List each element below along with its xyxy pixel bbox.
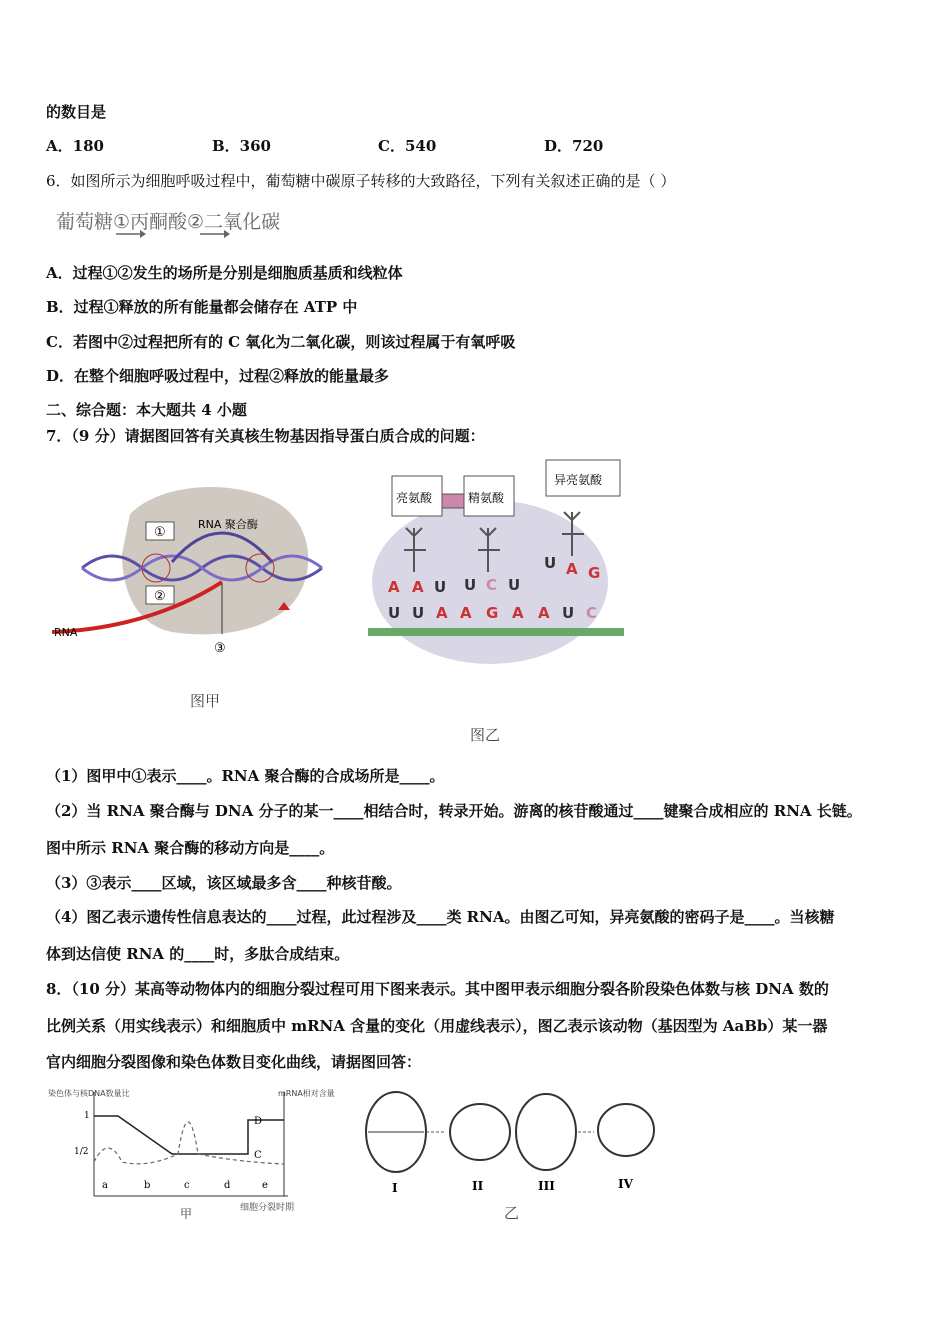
anticodon-3-c: G <box>588 564 601 582</box>
question-7-1: （1）图甲中①表示____。RNA 聚合酶的合成场所是____。 <box>46 767 445 785</box>
cell-label-3: III <box>538 1179 555 1193</box>
question-6: 6．如图所示为细胞呼吸过程中，葡萄糖中碳原子转移的大致路径，下列有关叙述正确的是（ ） <box>46 172 676 190</box>
phase-e: e <box>262 1180 268 1191</box>
cell-label-4: IV <box>618 1177 633 1191</box>
amino-acid-3: 异亮氨酸 <box>554 473 603 487</box>
marker-3: ③ <box>214 641 226 656</box>
codon-2: U <box>412 604 425 622</box>
pathway-figure <box>52 204 332 240</box>
codon-7: A <box>538 604 550 622</box>
codon-3: A <box>436 604 448 622</box>
point-d: D <box>254 1116 263 1127</box>
translation-figure <box>368 458 628 668</box>
anticodon-2-c: U <box>508 576 521 594</box>
x-axis-label: 细胞分裂时期 <box>240 1203 295 1213</box>
codon-5: G <box>486 604 499 622</box>
figure-a-caption: 图甲 <box>190 692 221 710</box>
options-q5 <box>46 136 603 156</box>
option-6d: D．在整个细胞呼吸过程中，过程②释放的能量最多 <box>46 367 390 385</box>
option-a: A．180 <box>46 137 104 155</box>
option-6b: B．过程①释放的所有能量都会储存在 ATP 中 <box>46 298 358 316</box>
question-7-4a: （4）图乙表示遗传性信息表达的____过程，此过程涉及____类 RNA。由图乙可知，异亮氨酸的密码子是____。当核糖 <box>46 908 835 926</box>
question-8c: 官内细胞分裂图像和染色体数目变化曲线，请据图回答： <box>46 1053 422 1071</box>
codon-9: C <box>586 604 598 622</box>
option-6c: C．若图中②过程把所有的 C 氧化为二氧化碳，则该过程属于有氧呼吸 <box>46 333 516 351</box>
y-tick-1: 1 <box>84 1111 90 1121</box>
cell-label-2: II <box>472 1179 484 1193</box>
question-8b: 比例关系（用实线表示）和细胞质中 mRNA 含量的变化（用虚线表示），图乙表示该动物（基因型为 AaBb）某一器 <box>46 1017 828 1035</box>
y-tick-half: 1/2 <box>74 1147 89 1157</box>
question-7: 7．（9 分）请据图回答有关真核生物基因指导蛋白质合成的问题： <box>46 427 485 445</box>
anticodon-2-a: U <box>464 576 477 594</box>
text-line: 的数目是 <box>46 103 107 121</box>
rna-label: RNA <box>54 626 78 639</box>
codon-4: A <box>460 604 472 622</box>
codon-6: A <box>512 604 524 622</box>
chart-caption: 甲 <box>180 1207 193 1221</box>
figure-caption: 乙 <box>504 1204 520 1222</box>
cell-label-1: I <box>392 1181 398 1195</box>
ratio-chart <box>48 1084 335 1224</box>
section-heading: 二、综合题：本大题共 4 小题 <box>46 401 247 419</box>
option-6a: A．过程①②发生的场所是分别是细胞质基质和线粒体 <box>46 264 403 282</box>
pathway-text: 葡萄糖①丙酮酸②二氧化碳 <box>56 211 281 233</box>
anticodon-3-b: A <box>566 560 578 578</box>
codon-1: U <box>388 604 401 622</box>
amino-acid-1: 亮氨酸 <box>396 491 433 505</box>
option-b: B．360 <box>212 137 271 155</box>
anticodon-2-b: C <box>486 576 498 594</box>
y-axis-label-right: mRNA相对含量 <box>278 1089 335 1098</box>
question-8a: 8．（10 分）某高等动物体内的细胞分裂过程可用下图来表示。其中图甲表示细胞分裂各阶段染色体数与核 DNA 数的 <box>46 980 829 998</box>
anticodon-1-b: A <box>412 578 424 596</box>
phase-b: b <box>144 1180 151 1191</box>
marker-1: ① <box>154 525 166 540</box>
anticodon-1-a: A <box>388 578 400 596</box>
amino-acid-2: 精氨酸 <box>468 491 505 505</box>
anticodon-3-a: U <box>544 554 557 572</box>
codon-8: U <box>562 604 575 622</box>
option-d: D．720 <box>544 137 604 155</box>
point-c: C <box>254 1150 262 1161</box>
figure-b-caption: 图乙 <box>470 726 501 744</box>
option-c: C．540 <box>378 137 437 155</box>
cell-division-figure <box>360 1090 660 1220</box>
phase-c: c <box>184 1180 190 1191</box>
phase-a: a <box>102 1180 108 1191</box>
transcription-figure <box>52 484 342 654</box>
question-7-4b: 体到达信使 RNA 的____时，多肽合成结束。 <box>46 945 350 963</box>
rna-polymerase-label: RNA 聚合酶 <box>198 518 258 531</box>
marker-2: ② <box>154 589 166 604</box>
question-7-3: （3）③表示____区域，该区域最多含____种核苷酸。 <box>46 874 402 892</box>
anticodon-1-c: U <box>434 578 447 596</box>
question-7-2b: 图中所示 RNA 聚合酶的移动方向是____。 <box>46 839 335 857</box>
y-axis-label: 染色体与核DNA数量比 <box>48 1089 130 1098</box>
question-7-2a: （2）当 RNA 聚合酶与 DNA 分子的某一____相结合时，转录开始。游离的核苷酸通过____键聚合成相应的 RNA 长链。 <box>46 802 862 820</box>
phase-d: d <box>224 1180 231 1191</box>
